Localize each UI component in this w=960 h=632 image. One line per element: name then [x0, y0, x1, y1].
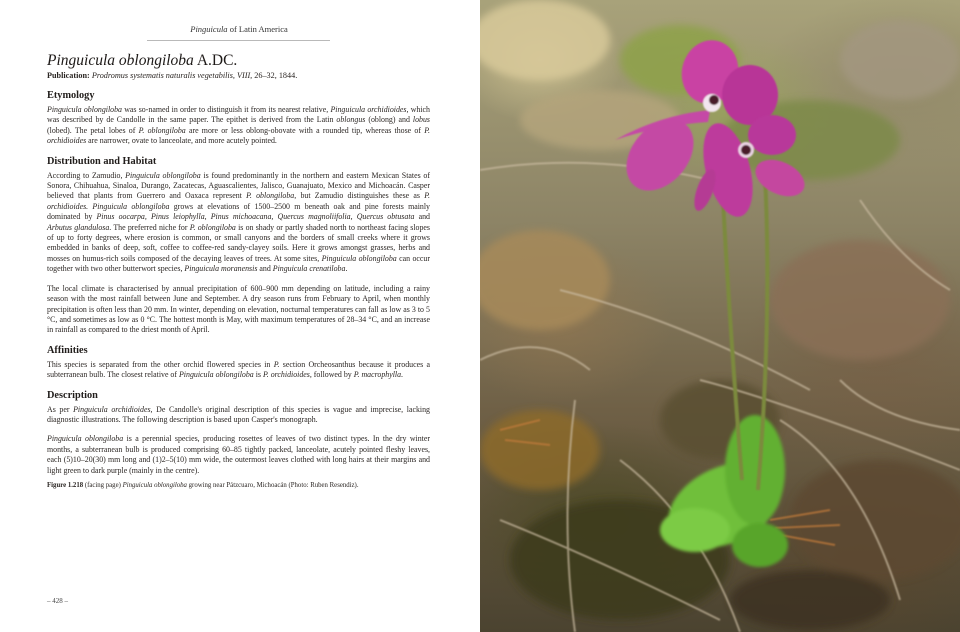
description-paragraph-2: Pinguicula oblongiloba is a perennial species, producing rosettes of leaves of two distinct types. In the dry winter months, a subterranean bulb is produced comprising 60–85 tightly packed, lanceolate, acutely pointed fleshy leaves, each (5)10–20(30) mm long and (1)2–5(10) mm wide, the outermost leaves clothed with long hairs at their margins and light green to dark purple (mainly in the centre).: [47, 434, 430, 475]
species-title: [47, 52, 430, 70]
figure-caption: [47, 481, 430, 490]
publication-pages: 26–32, 1844.: [252, 71, 298, 80]
heading-affinities: Affinities: [47, 344, 88, 356]
photo-illustration: [480, 0, 960, 632]
page-content: [47, 52, 430, 490]
heading-description: Description: [47, 389, 98, 401]
header-divider: [147, 40, 330, 41]
publication-label: Publication:: [47, 71, 92, 80]
distribution-paragraph-1: According to Zamudio, Pinguicula oblongiloba is found predominantly in the northern and eastern Mexican States of Sonora, Chihuahua, Sinaloa, Durango, Zacatecas, Aguascalientes, Jalisco, Guanajuato, Mexico and Michoacán. Casper believed that plants from Guerrero and Oaxaca represent P. oblongiloba, but Zamudio distinguishes these as P. orchidioides. Pinguicula oblongiloba grows at elevations of 1500–2500 m beneath oak and pine forests mainly dominated by Pinus oocarpa, Pinus leiophylla, Pinus michoacana, Quercus magnoliifolia, Quercus obtusata and Arbutus glandulosa. The preferred niche for P. oblongiloba is on shady or partly shaded north to northeast facing slopes of up to forty degrees, where erosion is common, or small canyons and the borders of small creeks where it grows embedded in banks of deep, soft, coffee to coffee-red sandy-clayey soils. Here it grows amongst grasses, herbs and mosses on humus-rich soils composed of the decaying leaves of trees. At some sites, Pinguicula oblongiloba can occur together with two other butterwort species, Pinguicula moranensis and Pinguicula crenatiloba.: [47, 170, 431, 274]
figure-caption-text: (facing page) Pinguicula oblongiloba growing near Pátzcuaro, Michoacán (Photo: Ruben Resendiz).: [83, 481, 359, 489]
page-number: – 428 –: [47, 597, 68, 605]
species-author: A.DC.: [193, 52, 238, 69]
heading-distribution: Distribution and Habitat: [47, 155, 157, 167]
running-header-rest: of Latin America: [227, 24, 288, 34]
running-header-genus: Pinguicula: [190, 24, 228, 34]
running-header: [148, 24, 330, 34]
affinities-paragraph: This species is separated from the other orchid flowered species in P. section Orcheosanthus because it produces a subterranean bulb. The closest relative of Pinguicula oblongiloba is P. orchidioides, followed by P. macrophylla.: [47, 359, 430, 380]
figure-label: Figure 1.218: [47, 481, 84, 489]
etymology-paragraph: Pinguicula oblongiloba was so-named in order to distinguish it from its nearest relative, Pinguicula orchidioides, which was described by de Candolle in the same paper. The epithet is derived from the Latin oblongus (oblong) and lobus (lobed). The petal lobes of P. oblongiloba are more or less oblong-obovate with a rounded tip, whereas those of P. orchidioides are narrower, ovate to lanceolate, and more acutely pointed.: [47, 105, 430, 146]
publication-line: [47, 70, 430, 81]
publication-title: Prodromus systematis naturalis vegetabilis, VIII,: [91, 71, 253, 80]
description-paragraph-1: As per Pinguicula orchidioides, De Candolle's original description of this species is vague and imprecise, lacking diagnostic illustrations. The following description is based upon Casper's monograph.: [47, 404, 430, 424]
flower-photograph: [480, 0, 960, 632]
distribution-paragraph-2: The local climate is characterised by annual precipitation of 600–900 mm depending on latitude, including a rainy season with the most rainfall between June and September. A dry season runs from February to April, when monthly precipitation is often less than 20 mm. In winter, depending on elevation, nocturnal temperatures can fall as low as 3 to 5 °C, and sometimes as low as 0 °C. The hottest month is May, with maximum temperatures of 28–34 °C, and an increase in rainfall as compared to the driest month of April.: [47, 283, 430, 335]
heading-etymology: Etymology: [47, 90, 95, 101]
species-name: Pinguicula oblongiloba: [47, 52, 194, 69]
